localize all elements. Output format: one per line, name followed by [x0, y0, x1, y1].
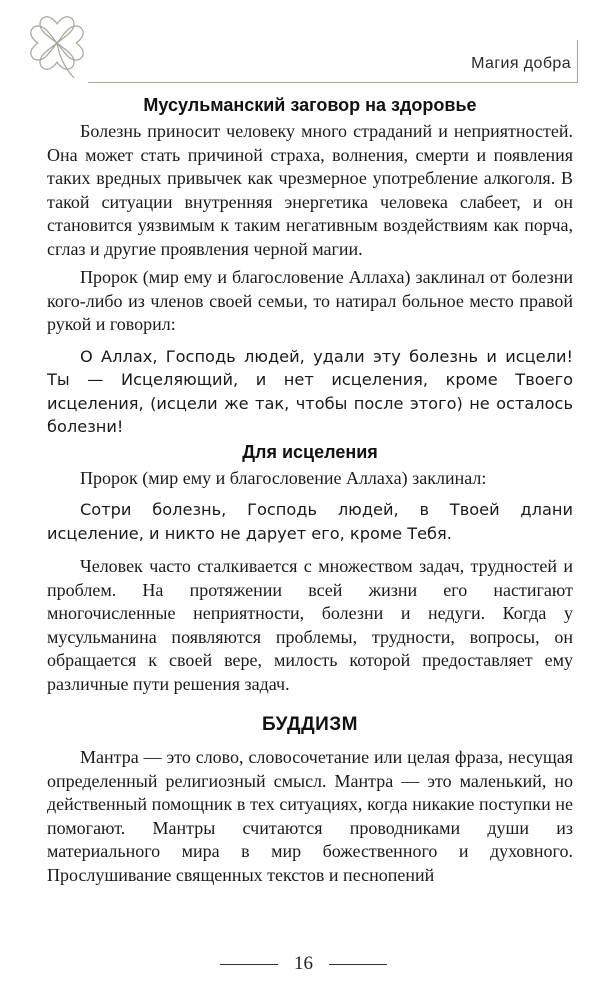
prayer-text: О Аллах, Господь людей, удали эту болезнь и исцели! Ты — Исцеляющий, и нет исцеления, кроме Твоего исцеления, (исцели же так, чтобы после этого) не осталось болезни!	[47, 346, 573, 436]
section-title: БУДДИЗМ	[262, 714, 358, 735]
page-number: 16	[294, 953, 313, 974]
page-body	[47, 92, 573, 887]
paragraph: Болезнь приносит человеку много страданий и неприятностей. Она может стать причиной страха, волнения, смерти и появления таких вредных привычек как чрезмерное употребление алкоголя. В такой ситуации внутренняя энергетика человека слабеет, и он становится уязвимым к таким негативным воздействиям как порча, сглаз и другие проявления черной магии.	[47, 121, 573, 259]
section-title: Для исцеления	[242, 441, 378, 462]
section-title: Мусульманский заговор на здоровье	[143, 95, 477, 115]
header-rule	[88, 82, 577, 83]
paragraph: Пророк (мир ему и благословение Аллаха) заклинал:	[80, 467, 487, 488]
footer-rule-left	[220, 964, 278, 965]
paragraph: Человек часто сталкивается с множеством задач, трудностей и проблем. На протяжении всей жизни его настигают многочисленные неприятности, болезни и недуги. Когда у мусульманина появляются проблемы, трудности, вопросы, он обращается к своей вере, милость которой предоставляет ему различные пути решения задач.	[47, 556, 573, 694]
footer-rule-right	[329, 964, 387, 965]
clover-icon	[26, 10, 88, 80]
prayer-text: Сотри болезнь, Господь людей, в Твоей длани исцеление, и никто не дарует его, кроме Тебя.	[47, 500, 573, 543]
running-header: Магия добра	[471, 55, 571, 72]
header-rule-vertical	[577, 40, 578, 83]
paragraph: Пророк (мир ему и благословение Аллаха) заклинал от болезни кого-либо из членов своей семьи, то натирал больное место правой рукой и говорил:	[47, 267, 573, 334]
paragraph: Мантра — это слово, словосочетание или целая фраза, несущая определенный религиозный смысл. Мантра — это маленький, но действенный помощник в тех ситуациях, когда никакие поступки не помогают. Мантры считаются проводниками души из материального мира в мир божественного и духовного. Прослушивание священных текстов и песнопений	[47, 747, 573, 885]
page-footer	[0, 953, 607, 975]
